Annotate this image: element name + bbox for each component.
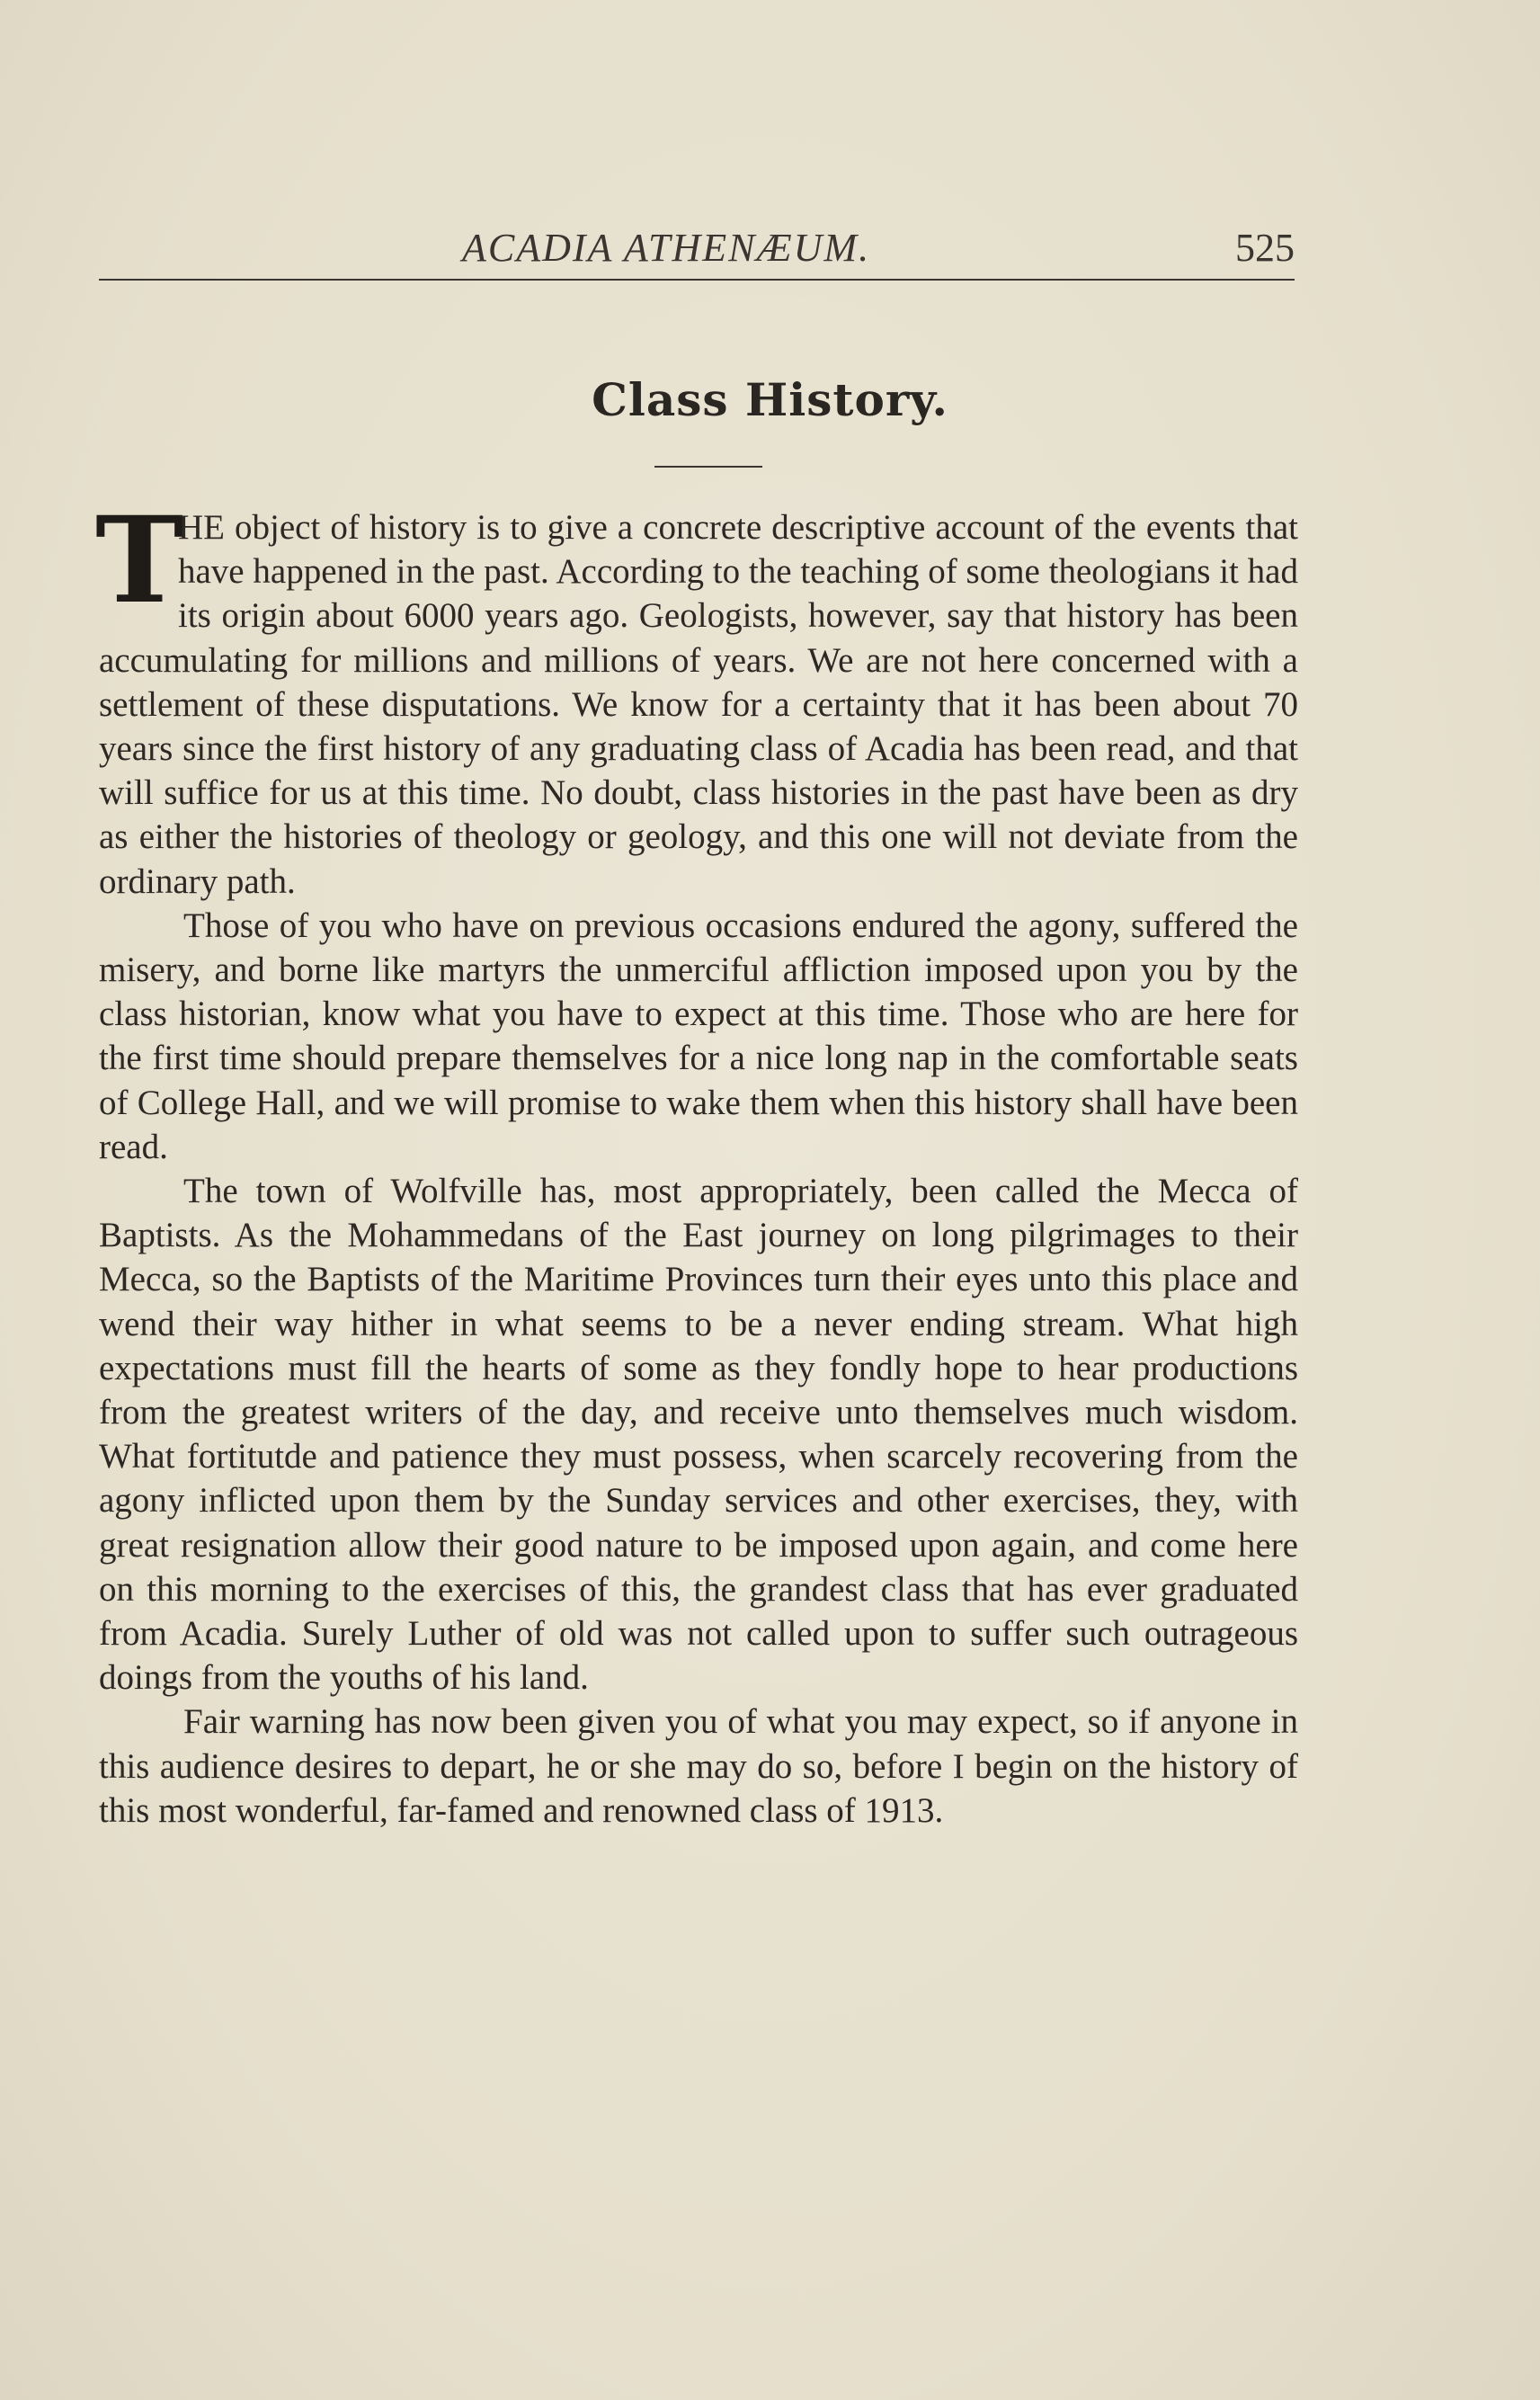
paragraph-4: Fair warning has now been given you of what you may expect, so if anyone in this audience desires to depart, he or she may do so, before I begin on the history of this most wonderful, far-famed and renowned class of 1913.	[99, 1702, 1298, 1830]
running-head: ACADIA ATHENÆUM.	[462, 226, 871, 270]
article-body	[95, 491, 1298, 1833]
page-header	[99, 214, 1295, 277]
paragraph-3: The town of Wolfville has, most appropriately, been called the Mecca of Baptists. As the Mohammedans of the East journey on long pilgrimages to their Mecca, so the Baptists of the Maritime Provinces turn their eyes unto this place and wend their way hither in what seems to be a never ending stream. What high expectations must fill the hearts of some as they fondly hope to hear productions from the greatest writers of the day, and receive unto themselves much wisdom. What fortitutde and patience they must possess, when scarcely recovering from the agony inflicted upon them by the Sunday services and other exercises, they, with great resignation allow their good nature to be imposed upon again, and come here on this morning to the exercises of this, the grandest class that has ever graduated from Acadia. Surely Luther of old was not called upon to suffer such outrageous doings from the youths of his land.	[99, 1172, 1298, 1698]
header-rule	[99, 279, 1295, 281]
title-rule	[654, 466, 762, 468]
drop-cap: T	[95, 491, 184, 630]
section-title: Class History.	[592, 373, 948, 426]
page-number: 525	[1235, 226, 1295, 270]
paragraph-1-text: HE object of history is to give a concrete descriptive account of the events that have happened in the past. According to the teaching of some theologians it had its origin about 6000 years ago. Geologists, however, say that history has been accumulating for millions and millions of years. We are not here concerned with a settlement of these disputations. We know for a certainty that it has been about 70 years since the first history of any graduating class of Acadia has been read, and that will suffice for us at this time. No doubt, class histories in the past have been as dry as either the histories of theology or geology, and this one will not deviate from the ordinary path.	[99, 508, 1298, 901]
paragraph-2: Those of you who have on previous occasions endured the agony, suffered the misery, and borne like martyrs the unmerciful affliction imposed upon you by the class historian, know what you have to expect at this time. Those who are here for the first time should prepare themselves for a nice long nap in the comfortable seats of College Hall, and we will promise to wake them when this history shall have been read.	[99, 906, 1298, 1166]
paragraph-1	[95, 491, 1298, 904]
